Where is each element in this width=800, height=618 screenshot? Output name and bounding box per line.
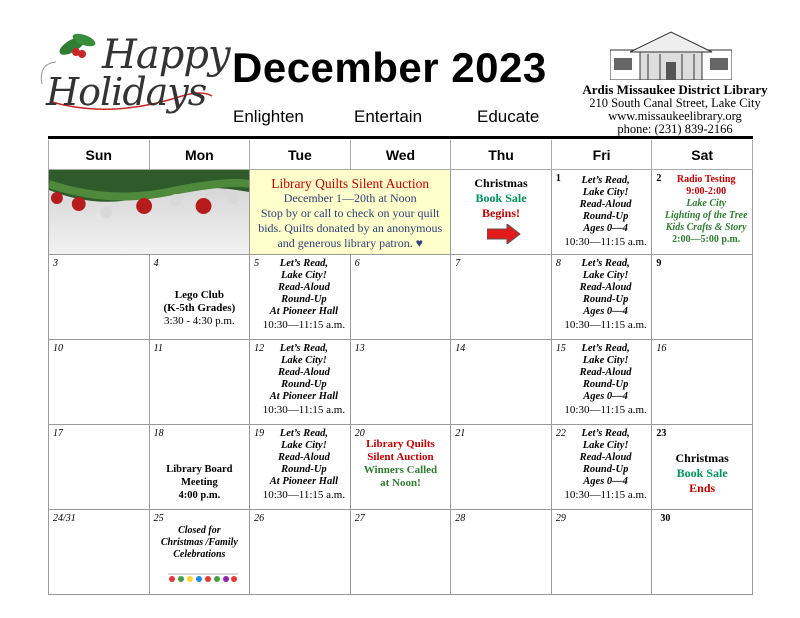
day-cell-12 bbox=[250, 340, 351, 425]
day-number: 6 bbox=[354, 258, 360, 269]
auction-winners-line3: Winners Called bbox=[363, 464, 438, 476]
event-line: At Pioneer Hall bbox=[269, 391, 339, 402]
event-line: Lake City! bbox=[582, 270, 629, 281]
event-time: 10:30—11:15 a.m. bbox=[564, 319, 647, 331]
day-cell-25 bbox=[149, 510, 250, 595]
auction-winners-line1: Library Quilts bbox=[366, 438, 435, 450]
auction-text: Stop by or call to check on your quilt bids. Quilts donated by an anonymous and generous library patron. ♥ bbox=[258, 206, 443, 250]
weekday-mon: Mon bbox=[149, 140, 250, 170]
day-number: 12 bbox=[254, 343, 265, 354]
day-number: 15 bbox=[555, 343, 566, 354]
library-building-icon bbox=[610, 28, 732, 80]
week-row-3 bbox=[49, 340, 753, 425]
book-sale-end-line1: Christmas bbox=[675, 451, 729, 465]
day-cell-4 bbox=[149, 255, 250, 340]
day-cell-10 bbox=[49, 340, 150, 425]
day-number: 17 bbox=[53, 428, 63, 439]
day-cell-19 bbox=[250, 425, 351, 510]
lego-club-time: 3:30 - 4:30 p.m. bbox=[164, 315, 235, 327]
tree-lighting-line3: Kids Crafts & Story bbox=[665, 222, 747, 233]
day-number: 16 bbox=[656, 343, 667, 354]
library-website[interactable]: www.missaukeelibrary.org bbox=[608, 109, 742, 123]
day-cell-17 bbox=[49, 425, 150, 510]
silent-auction-cell bbox=[250, 170, 451, 255]
day-cell-7 bbox=[451, 255, 552, 340]
book-sale-line3: Begins! bbox=[482, 206, 521, 220]
day-number: 27 bbox=[354, 513, 365, 524]
event-line: Round-Up bbox=[281, 379, 327, 390]
greeting-line-2: Holidays bbox=[46, 70, 207, 114]
radio-testing-time: 9:00-2:00 bbox=[686, 186, 727, 197]
week-row-1 bbox=[49, 170, 753, 255]
event-line: Ages 0—4 bbox=[583, 476, 628, 487]
event-line: At Pioneer Hall bbox=[269, 306, 339, 317]
weekday-thu: Thu bbox=[451, 140, 552, 170]
day-number: 18 bbox=[153, 428, 164, 439]
day-cell-18 bbox=[149, 425, 250, 510]
day-number: 2 bbox=[656, 173, 662, 184]
event-time: 10:30—11:15 a.m. bbox=[564, 489, 647, 501]
event-line: Read-Aloud bbox=[579, 367, 632, 378]
day-number: 10 bbox=[53, 343, 63, 354]
tree-lighting-line1: Lake City bbox=[686, 198, 727, 209]
event-line: Lake City! bbox=[281, 440, 327, 451]
board-meeting-line1: Library Board bbox=[166, 464, 233, 475]
event-line: Read-Aloud bbox=[579, 452, 632, 463]
day-cell-29 bbox=[551, 510, 652, 595]
day-number: 26 bbox=[254, 513, 265, 524]
event-line: Read-Aloud bbox=[277, 452, 330, 463]
happy-holidays-graphic bbox=[32, 24, 230, 119]
event-line: Round-Up bbox=[582, 294, 629, 305]
garland-image bbox=[49, 170, 249, 254]
weekday-wed: Wed bbox=[350, 140, 451, 170]
book-sale-end-line3: Ends bbox=[689, 481, 716, 495]
event-line: Round-Up bbox=[281, 294, 327, 305]
event-line: Read-Aloud bbox=[277, 282, 330, 293]
day-cell-21 bbox=[451, 425, 552, 510]
day-cell-11 bbox=[149, 340, 250, 425]
event-line: Let’s Read, bbox=[581, 428, 630, 439]
event-line: Round-Up bbox=[281, 464, 327, 475]
day-cell-28 bbox=[451, 510, 552, 595]
event-time: 10:30—11:15 a.m. bbox=[564, 236, 647, 248]
weekday-tue: Tue bbox=[250, 140, 351, 170]
day-cell-15 bbox=[551, 340, 652, 425]
event-line: Round-Up bbox=[582, 464, 629, 475]
event-line: Ages 0—4 bbox=[583, 306, 628, 317]
closed-line2: Christmas /Family bbox=[160, 537, 238, 548]
day-number: 30 bbox=[660, 513, 671, 524]
day-cell-5 bbox=[250, 255, 351, 340]
weekday-fri: Fri bbox=[551, 140, 652, 170]
weekday-sat: Sat bbox=[652, 140, 753, 170]
event-line: Let’s Read, bbox=[279, 343, 329, 354]
day-cell-8 bbox=[551, 255, 652, 340]
event-line: Let’s Read, bbox=[279, 258, 329, 269]
motto-entertain: Entertain bbox=[354, 107, 423, 126]
event-line: Let’s Read, bbox=[581, 258, 630, 269]
event-line: Lake City! bbox=[582, 187, 629, 198]
day-cell-24-31 bbox=[49, 510, 150, 595]
day-cell-23 bbox=[652, 425, 753, 510]
event-line: Read-Aloud bbox=[579, 199, 632, 210]
day-cell-26 bbox=[250, 510, 351, 595]
event-time: 10:30—11:15 a.m. bbox=[262, 319, 346, 331]
lego-club-title: Lego Club bbox=[174, 289, 224, 301]
header-divider bbox=[48, 136, 753, 139]
tree-lighting-line2: Lighting of the Tree bbox=[664, 210, 748, 221]
day-number: 8 bbox=[555, 258, 561, 269]
auction-title: Library Quilts Silent Auction bbox=[271, 176, 430, 191]
week-row-2 bbox=[49, 255, 753, 340]
event-time: 10:30—11:15 a.m. bbox=[262, 489, 346, 501]
calendar-grid bbox=[48, 140, 753, 587]
day-cell-9 bbox=[652, 255, 753, 340]
board-meeting-time: 4:00 p.m. bbox=[178, 490, 221, 501]
library-name: Ardis Missaukee District Library bbox=[582, 82, 768, 97]
event-line: Let’s Read, bbox=[581, 175, 630, 186]
event-line: Read-Aloud bbox=[579, 282, 632, 293]
book-sale-line2: Book Sale bbox=[475, 191, 527, 205]
book-sale-line1: Christmas bbox=[474, 176, 528, 190]
weekday-sun: Sun bbox=[49, 140, 150, 170]
day-number: 29 bbox=[555, 513, 566, 524]
day-number: 13 bbox=[354, 343, 365, 354]
day-cell-30 bbox=[652, 510, 753, 595]
book-sale-end-line2: Book Sale bbox=[676, 466, 728, 480]
day-cell-13 bbox=[350, 340, 451, 425]
day-number: 21 bbox=[455, 428, 466, 439]
weekday-header-row bbox=[49, 140, 753, 170]
day-number: 11 bbox=[153, 343, 163, 354]
event-line: Lake City! bbox=[582, 355, 629, 366]
day-cell-27 bbox=[350, 510, 451, 595]
page-title: December 2023 bbox=[232, 44, 547, 91]
day-number: 7 bbox=[455, 258, 461, 269]
motto-enlighten: Enlighten bbox=[233, 107, 304, 126]
day-number: 24/31 bbox=[53, 513, 76, 524]
arrow-right-icon bbox=[487, 224, 521, 244]
board-meeting-line2: Meeting bbox=[180, 477, 218, 488]
week-row-4 bbox=[49, 425, 753, 510]
tree-lighting-time: 2:00—5:00 p.m. bbox=[672, 234, 741, 245]
event-line: At Pioneer Hall bbox=[269, 476, 339, 487]
event-line: Round-Up bbox=[582, 379, 629, 390]
day-cell-2 bbox=[652, 170, 753, 255]
holiday-banner-cell bbox=[49, 170, 250, 255]
event-line: Let’s Read, bbox=[279, 428, 329, 439]
day-cell-22 bbox=[551, 425, 652, 510]
day-number: 22 bbox=[555, 428, 566, 439]
motto-educate: Educate bbox=[477, 107, 540, 126]
day-number: 19 bbox=[254, 428, 265, 439]
closed-line1: Closed for bbox=[178, 525, 221, 536]
day-cell-thu-book-sale bbox=[451, 170, 552, 255]
auction-dates: December 1—20th at Noon bbox=[283, 191, 417, 205]
day-number: 25 bbox=[153, 513, 164, 524]
day-cell-16 bbox=[652, 340, 753, 425]
library-phone: phone: (231) 839-2166 bbox=[617, 122, 733, 136]
day-number: 3 bbox=[53, 258, 58, 269]
auction-winners-line4: at Noon! bbox=[380, 477, 421, 489]
event-time: 10:30—11:15 a.m. bbox=[564, 404, 647, 416]
closed-line3: Celebrations bbox=[173, 549, 226, 560]
day-cell-14 bbox=[451, 340, 552, 425]
event-line: Ages 0—4 bbox=[583, 223, 628, 234]
ornaments-icon bbox=[168, 572, 238, 584]
event-line: Ages 0—4 bbox=[583, 391, 628, 402]
event-line: Round-Up bbox=[582, 211, 629, 222]
day-cell-1 bbox=[551, 170, 652, 255]
day-number: 14 bbox=[455, 343, 466, 354]
lego-club-grades: (K-5th Grades) bbox=[163, 302, 236, 314]
day-number: 28 bbox=[455, 513, 466, 524]
library-address: 210 South Canal Street, Lake City bbox=[589, 96, 761, 110]
day-number: 23 bbox=[656, 428, 667, 439]
event-line: Lake City! bbox=[281, 355, 327, 366]
event-line: Let’s Read, bbox=[581, 343, 630, 354]
auction-winners-line2: Silent Auction bbox=[367, 451, 434, 463]
week-row-5 bbox=[49, 510, 753, 595]
day-number: 4 bbox=[153, 258, 159, 269]
day-number: 9 bbox=[656, 258, 662, 269]
event-line: Lake City! bbox=[281, 270, 327, 281]
greeting-line-1: Happy bbox=[102, 32, 230, 78]
event-time: 10:30—11:15 a.m. bbox=[262, 404, 346, 416]
event-line: Read-Aloud bbox=[277, 367, 330, 378]
day-number: 5 bbox=[254, 258, 260, 269]
day-cell-6 bbox=[350, 255, 451, 340]
day-cell-20 bbox=[350, 425, 451, 510]
day-number: 1 bbox=[555, 173, 561, 184]
day-number: 20 bbox=[354, 428, 365, 439]
radio-testing: Radio Testing bbox=[676, 174, 736, 185]
day-cell-3 bbox=[49, 255, 150, 340]
event-line: Lake City! bbox=[582, 440, 629, 451]
